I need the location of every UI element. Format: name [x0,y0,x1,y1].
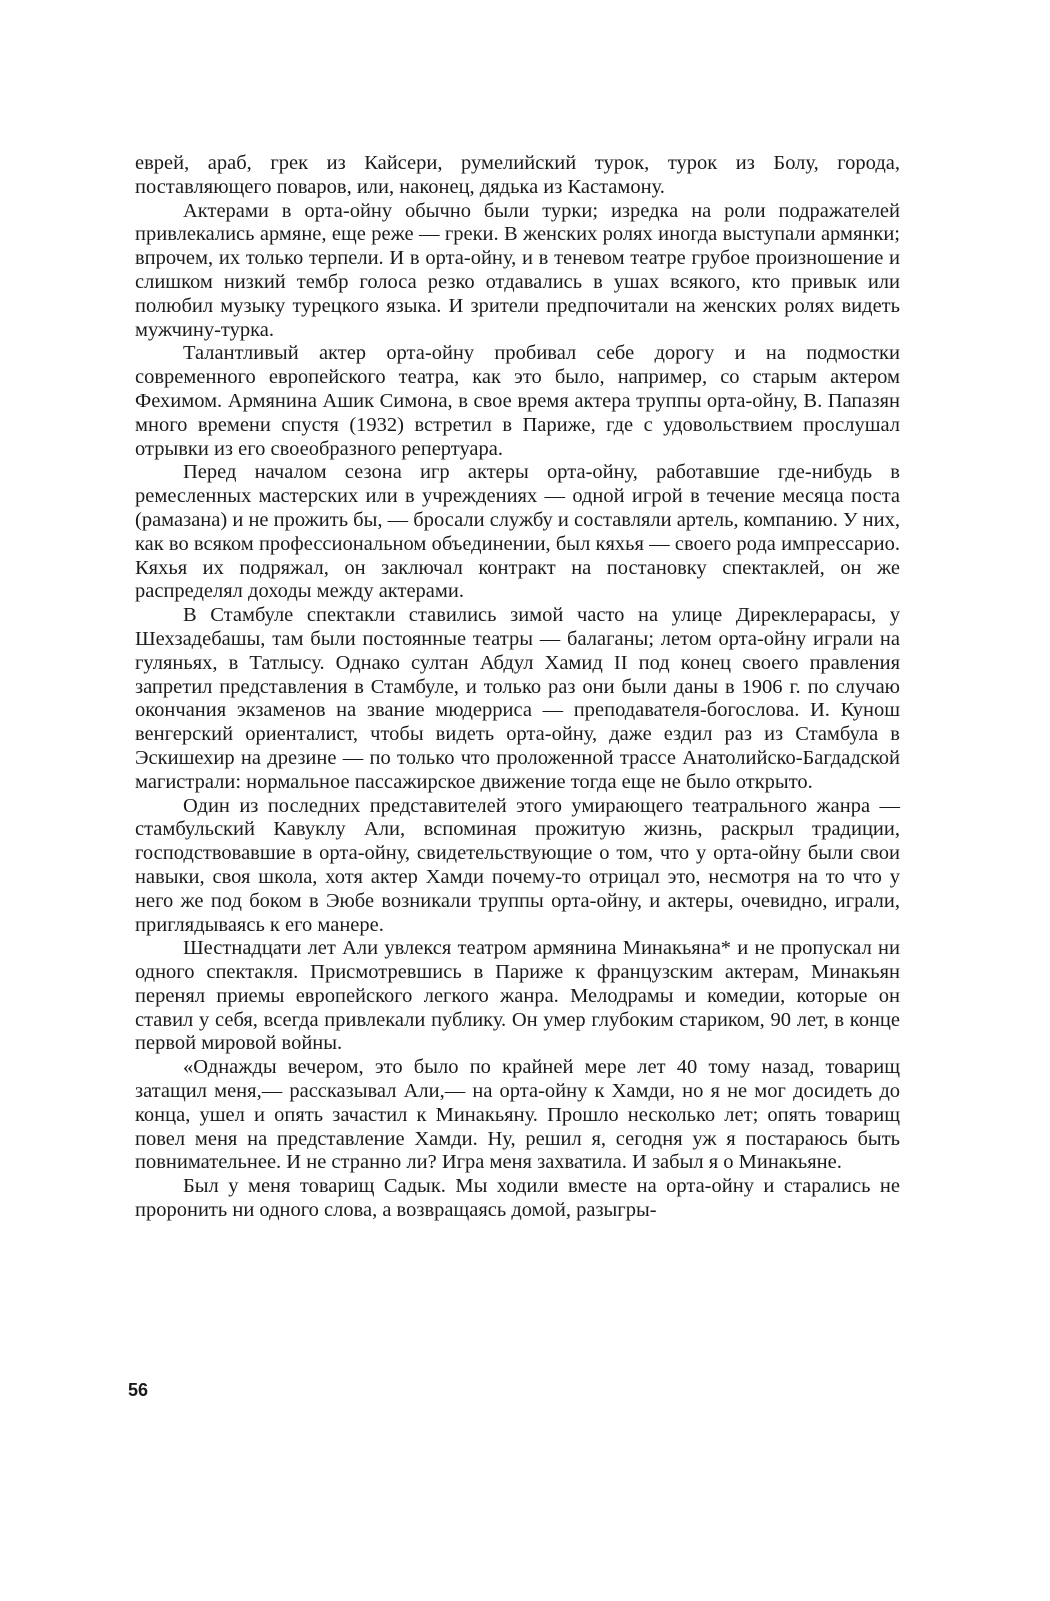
paragraph-8: «Однажды вечером, это было по крайней мере лет 40 тому назад, товарищ затащил меня,— рассказывал Али,— на орта-ойну к Хамди, но я не мог досидеть до конца, ушел и опять зачастил к Минакьяну. Прошло несколько лет; опять товарищ повел меня на представление Хамди. Ну, решил я, сегодня уж я постараюсь быть повнимательнее. И не странно ли? Игра меня захватила. И забыл я о Минакьяне. [135,1056,900,1174]
paragraph-1: еврей, араб, грек из Кайсери, румелийский турок, турок из Болу, города, поставляющего поваров, или, наконец, дядька из Кастамону. [135,152,900,198]
paragraph-2: Актерами в орта-ойну обычно были турки; изредка на роли подражателей привлекались армяне, еще реже — греки. В женских ролях иногда выступали армянки; впрочем, их только терпели. И в орта-ойну, и в теневом театре грубое произношение и слишком низкий тембр голоса резко отдавались в ушах всякого, кто привык или полюбил музыку турецкого языка. И зрители предпочитали на женских ролях видеть мужчину-турка. [135,199,900,341]
paragraph-4: Перед началом сезона игр актеры орта-ойну, работавшие где-нибудь в ремесленных мастерских или в учреждениях — одной игрой в течение месяца поста (рамазана) и не прожить бы, — бросали службу и составляли артель, компанию. У них, как во всяком профессиональном объединении, был кяхья — своего рода импрессарио. Кяхья их подряжал, он заключал контракт на постановку спектаклей, он же распределял доходы между актерами. [135,461,900,603]
paragraph-5: В Стамбуле спектакли ставились зимой часто на улице Диреклерарасы, у Шехзадебашы, там были постоянные театры — балаганы; летом орта-ойну играли на гуляньях, в Татлысу. Однако султан Абдул Хамид II под конец своего правления запретил представления в Стамбуле, и только раз они были даны в 1906 г. по случаю окончания экзаменов на звание мюдерриса — преподавателя-богослова. И. Кунош венгерский ориенталист, чтобы видеть орта-ойну, даже ездил раз из Стамбула в Эскишехир на дрезине — по только что проложенной трассе Анатолийско-Багдадской магистрали: нормальное пассажирское движение тогда еще не было открыто. [135,604,900,793]
paragraph-3: Талантливый актер орта-ойну пробивал себе дорогу и на подмостки современного европейского театра, как это было, например, со старым актером Фехимом. Армянина Ашик Симона, в свое время актера труппы орта-ойну, В. Папазян много времени спустя (1932) встретил в Париже, где с удовольствием прослушал отрывки из его своеобразного репертуара. [135,342,900,460]
page-number: 56 [128,1380,149,1400]
paragraph-7: Шестнадцати лет Али увлекся театром армянина Минакьяна* и не пропускал ни одного спектакля. Присмотревшись в Париже к французским актерам, Минакьян перенял приемы европейского легкого жанра. Мелодрамы и комедии, которые он ставил у себя, всегда привлекали публику. Он умер глубоким стариком, 90 лет, в конце первой мировой войны. [135,937,900,1055]
body-text [135,152,900,1223]
paragraph-6: Один из последних представителей этого умирающего театрального жанра — стамбульский Кавуклу Али, вспоминая прожитую жизнь, раскрыл традиции, господствовавшие в орта-ойну, свидетельствующие о том, что у орта-ойну были свои навыки, своя школа, хотя актер Хамди почему-то отрицал это, несмотря на то что у него же под боком в Эюбе возникали труппы орта-ойну, и актеры, очевидно, играли, приглядываясь к его манере. [135,794,900,936]
paragraph-9: Был у меня товарищ Садык. Мы ходили вместе на орта-ойну и старались не проронить ни одного слова, а возвращаясь домой, разыгры- [135,1175,900,1222]
